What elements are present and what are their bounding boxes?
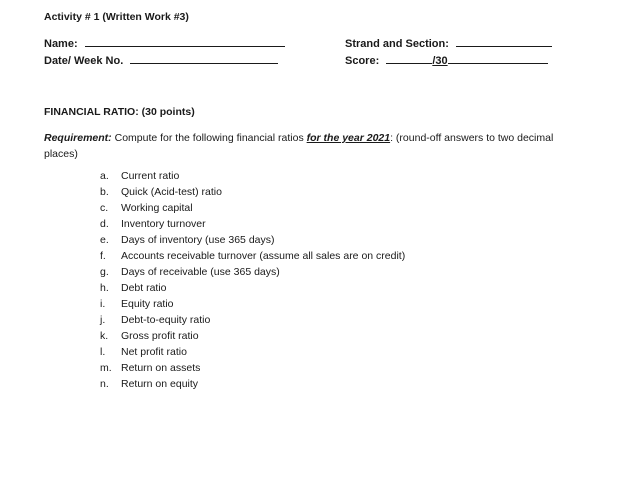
section-heading: FINANCIAL RATIO: (30 points) <box>44 106 195 118</box>
requirement-text-after: : (round-off answers to two decimal places) <box>44 132 554 160</box>
list-item: d. Inventory turnover <box>100 218 206 230</box>
list-item: b. Quick (Acid-test) ratio <box>100 186 222 198</box>
score-trailing-blank <box>448 52 548 64</box>
list-item: i. Equity ratio <box>100 298 174 310</box>
name-label: Name: <box>44 38 78 50</box>
requirement-label: Requirement: <box>44 132 112 144</box>
ratio-list <box>100 168 405 392</box>
list-item: n. Return on equity <box>100 378 199 390</box>
activity-title: Activity # 1 (Written Work #3) <box>44 11 189 23</box>
list-item: c. Working capital <box>100 202 193 214</box>
score-field-row <box>345 52 548 67</box>
date-blank[interactable] <box>130 52 278 64</box>
requirement-paragraph <box>44 130 589 162</box>
name-blank[interactable] <box>85 35 285 47</box>
list-item: e. Days of inventory (use 365 days) <box>100 234 275 246</box>
list-item: m. Return on assets <box>100 362 201 374</box>
requirement-year-emphasis: for the year 2021 <box>306 132 391 144</box>
name-field-row <box>44 35 285 50</box>
list-item: j. Debt-to-equity ratio <box>100 314 211 326</box>
strand-blank[interactable] <box>456 35 552 47</box>
list-item: k. Gross profit ratio <box>100 330 199 342</box>
list-item: f. Accounts receivable turnover (assume all sales are on credit) <box>100 250 406 262</box>
list-item: a. Current ratio <box>100 170 180 182</box>
strand-field-row <box>345 35 552 50</box>
score-total: /30 <box>432 55 448 67</box>
list-item: h. Debt ratio <box>100 282 167 294</box>
list-item: l. Net profit ratio <box>100 346 187 358</box>
score-blank[interactable] <box>386 52 432 64</box>
date-label: Date/ Week No. <box>44 55 124 67</box>
requirement-text-before: Compute for the following financial ratios <box>111 132 307 144</box>
date-field-row <box>44 52 278 67</box>
list-item: g. Days of receivable (use 365 days) <box>100 266 280 278</box>
strand-label: Strand and Section: <box>345 38 449 50</box>
score-label: Score: <box>345 55 380 67</box>
